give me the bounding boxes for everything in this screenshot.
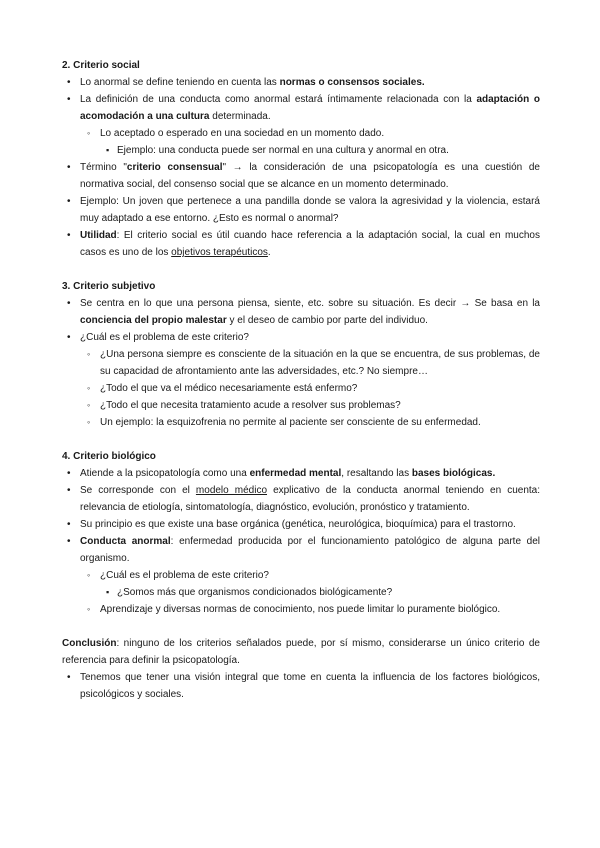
- spacer: [62, 431, 540, 448]
- list-item: ◦ ¿Todo el que va el médico necesariamente está enfermo?: [82, 380, 540, 397]
- list-item: [62, 227, 540, 261]
- text: Término ": [80, 162, 127, 173]
- sub-list: [82, 346, 540, 431]
- list-item: ◦ Aprendizaje y diversas normas de conocimiento, nos puede limitar lo puramente biológico.: [82, 601, 540, 618]
- section-title-criterio-social: 2. Criterio social: [62, 60, 140, 71]
- list-item: [62, 91, 540, 159]
- list-item: • Su principio es que existe una base orgánica (genética, neurológica, bioquímica) para el trastorno.: [62, 516, 540, 533]
- text: : enfermedad producida por el funcionamiento patológico de alguna parte del organismo.: [80, 536, 540, 564]
- bullet-list: [62, 74, 540, 261]
- sub-sub-list: [102, 584, 540, 601]
- text: .: [267, 247, 271, 258]
- list-item: [62, 74, 540, 91]
- list-item: [62, 159, 540, 193]
- bold-text: enfermedad mental: [249, 468, 342, 479]
- sub-list: [82, 125, 540, 159]
- text: Se corresponde con el: [80, 485, 196, 496]
- list-item: [62, 329, 540, 431]
- list-item: [62, 465, 540, 482]
- section-title-criterio-subjetivo: 3. Criterio subjetivo: [62, 281, 156, 292]
- bullet-list: [62, 295, 540, 431]
- text: y el deseo de cambio por parte del individuo.: [226, 315, 428, 326]
- text: : ninguno de los criterios señalados puede, por sí mismo, considerarse un único criterio de referencia para definir la psicopatología.: [62, 638, 540, 666]
- list-item: ▪ Ejemplo: una conducta puede ser normal en una cultura y anormal en otra.: [102, 142, 540, 159]
- list-item: ◦ ¿Una persona siempre es consciente de la situación en la que se encuentra, de sus problemas, de su capacidad de afrontamiento ante las adversidades, etc.? No siempre…: [82, 346, 540, 380]
- bold-text: criterio consensual: [126, 162, 223, 173]
- text: La definición de una conducta como anormal estará íntimamente relacionada con la: [80, 94, 477, 105]
- text: Lo aceptado o esperado en una sociedad en un momento dado.: [100, 128, 385, 139]
- text: explicativo de la conducta anormal teniendo en cuenta: relevancia de etiología, sintomatología, diagnóstico, evolución, pronóstico y tratamiento.: [80, 485, 541, 513]
- bold-text: normas o consensos sociales.: [279, 77, 425, 88]
- list-item: [62, 295, 540, 329]
- text: Se centra en lo que una persona piensa, siente, etc. sobre su situación. Es decir → Se basa en la: [80, 298, 540, 309]
- document-page: [62, 57, 540, 703]
- list-item: ▪ ¿Somos más que organismos condicionados biológicamente?: [102, 584, 540, 601]
- section-title-criterio-biologico: 4. Criterio biológico: [62, 451, 156, 462]
- text: Lo anormal se define teniendo en cuenta las: [80, 77, 280, 88]
- list-item: [62, 482, 540, 516]
- sub-sub-list: [102, 142, 540, 159]
- list-item: [82, 567, 540, 601]
- text: determinada.: [209, 111, 271, 122]
- sub-list: [82, 567, 540, 618]
- list-item: • Tenemos que tener una visión integral que tome en cuenta la influencia de los factores biológicos, psicológicos y sociales.: [62, 669, 540, 703]
- text: Atiende a la psicopatología como una: [80, 468, 250, 479]
- bold-text: adaptación o acomodación a una cultura: [80, 94, 540, 122]
- bullet-list: [62, 465, 540, 618]
- list-item: ◦ ¿Todo el que necesita tratamiento acude a resolver sus problemas?: [82, 397, 540, 414]
- bold-text: conciencia del propio malestar: [80, 315, 227, 326]
- underlined-text: modelo médico: [195, 485, 268, 496]
- list-item: ◦ Un ejemplo: la esquizofrenia no permite al paciente ser consciente de su enfermedad.: [82, 414, 540, 431]
- spacer: [62, 261, 540, 278]
- bold-text: bases biológicas.: [411, 468, 496, 479]
- text: ¿Cuál es el problema de este criterio?: [100, 570, 269, 581]
- bullet-list: [62, 669, 540, 703]
- conclusion-paragraph: [62, 635, 540, 669]
- bold-text: Utilidad: [80, 230, 117, 241]
- list-item: [62, 533, 540, 618]
- text: , resaltando las: [341, 468, 412, 479]
- text: : El criterio social es útil cuando hace referencia a la adaptación social, la cual en muchos casos es uno de los: [80, 230, 540, 258]
- list-item: • Ejemplo: Un joven que pertenece a una pandilla donde se valora la agresividad y la violencia, estará muy adaptado a ese entorno. ¿Esto es normal o anormal?: [62, 193, 540, 227]
- text: " → la consideración de una psicopatología es una cuestión de normativa social, del consenso social que se alcance en un momento determinado.: [80, 162, 540, 190]
- list-item: [82, 125, 540, 159]
- underlined-text: objetivos terapéuticos: [171, 247, 268, 258]
- text: ¿Cuál es el problema de este criterio?: [80, 332, 249, 343]
- spacer: [62, 618, 540, 635]
- bold-text: Conducta anormal: [80, 536, 171, 547]
- bold-text: Conclusión: [62, 638, 117, 649]
